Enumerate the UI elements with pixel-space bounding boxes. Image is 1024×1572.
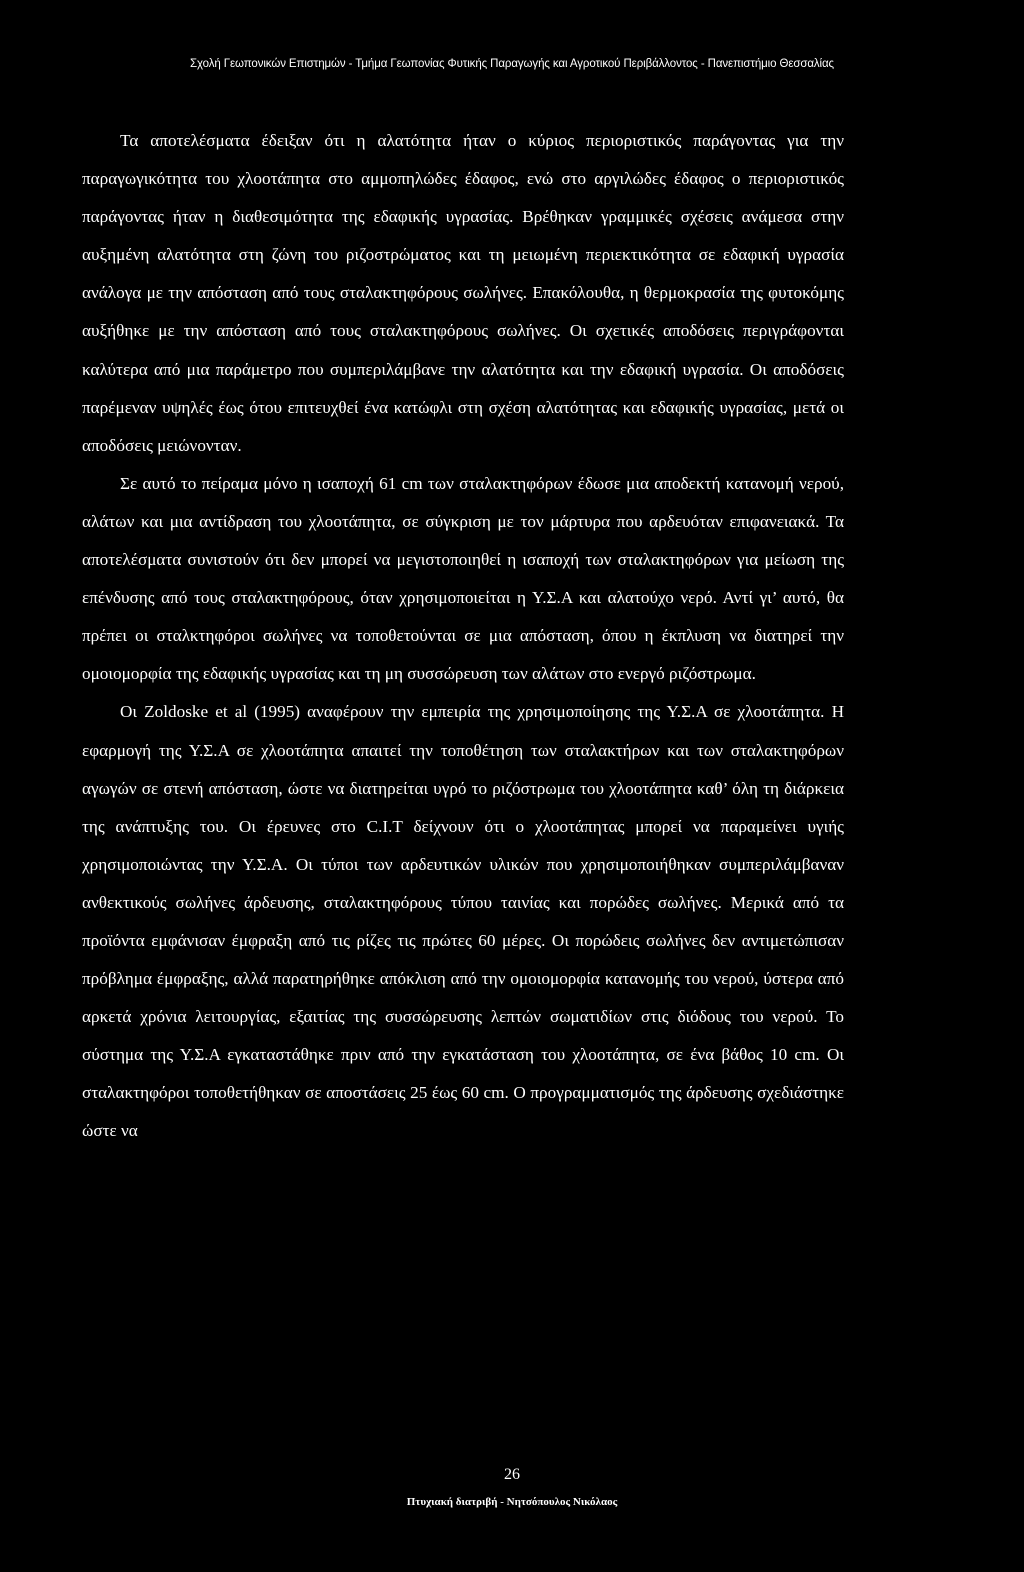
paragraph-salinity-results: Τα αποτελέσματα έδειξαν ότι η αλατότητα ήταν ο κύριος περιοριστικός παράγοντας για την παραγωγικότητα του χλοοτάπητα στο αμμοπηλώδες έδαφος, ενώ στο αργιλώδες έδαφος ο περιοριστικός παράγοντας ήταν η διαθεσιμότητα της εδαφικής υγρασίας. Βρέθηκαν γραμμικές σχέσεις ανάμεσα στην αυξημένη αλατότητα στη ζώνη του ριζοστρώματος και τη μειωμένη περιεκτικότητα σε εδαφική υγρασία ανάλογα με την απόσταση από τους σταλακτηφόρους σωλήνες. Επακόλουθα, η θερμοκρασία της φυτοκόμης αυξήθηκε με την απόσταση από τους σταλακτηφόρους σωλήνες. Οι σχετικές αποδόσεις περιγράφονται καλύτερα από μια παράμετρο που συμπεριλάμβανε την αλατότητα και την εδαφική υγρασία. Οι αποδόσεις παρέμεναν υψηλές έως ότου επιτευχθεί ένα κατώφλι στη σχέση αλατότητας και εδαφικής υγρασίας, μετά οι αποδόσεις μειώνονταν. [82,131,844,455]
page-number: 26 [504,1466,520,1483]
document-body [82,122,844,1151]
paragraph-zoldoske: Οι Zoldoske et al (1995) αναφέρουν την εμπειρία της χρησιμοποίησης της Υ.Σ.Α σε χλοοτάπητα. Η εφαρμογή της Υ.Σ.Α σε χλοοτάπητα απαιτεί την τοποθέτηση των σταλακτήρων και των σταλακτηφόρων αγωγών σε στενή απόσταση, ώστε να διατηρείται υγρό το ριζόστρωμα του χλοοτάπητα καθ’ όλη τη διάρκεια της ανάπτυξης του. Οι έρευνες στο C.I.T δείχνουν ότι ο χλοοτάπητας μπορεί να παραμείνει υγιής χρησιμοποιώντας την Υ.Σ.Α. Οι τύποι των αρδευτικών υλικών που χρησιμοποιήθηκαν συμπεριλάμβαναν ανθεκτικούς σωλήνες άρδευσης, σταλακτηφόρους τύπου ταινίας και πορώδες σωλήνες. Μερικά από τα προϊόντα εμφάνισαν έμφραξη από τις ρίζες τις πρώτες 60 μέρες. Οι πορώδεις σωλήνες δεν αντιμετώπισαν πρόβλημα έμφραξης, αλλά παρατηρήθηκε απόκλιση από την ομοιομορφία κατανομής του νερού, ύστερα από αρκετά χρόνια λειτουργίας, εξαιτίας της συσσώρευσης λεπτών σωματιδίων στις διόδους του νερού. Το σύστημα της Υ.Σ.Α εγκαταστάθηκε πριν από την εγκατάσταση του χλοοτάπητα, σε ένα βάθος 10 cm. Οι σταλακτηφόροι τοποθετήθηκαν σε αποστάσεις 25 έως 60 cm. Ο προγραμματισμός της άρδευσης σχεδιάστηκε ώστε να [82,702,844,1141]
page-header: Σχολή Γεωπονικών Επιστημών - Τμήμα Γεωπονίας Φυτικής Παραγωγής και Αγροτικού Περιβάλλοντος - Πανεπιστήμιο Θεσσαλίας [190,58,834,70]
paragraph-emitter-spacing: Σε αυτό το πείραμα μόνο η ισαποχή 61 cm των σταλακτηφόρων έδωσε μια αποδεκτή κατανομή νερού, αλάτων και μια αντίδραση του χλοοτάπητα, σε σύγκριση με τον μάρτυρα που αρδευόταν επιφανειακά. Τα αποτελέσματα συνιστούν ότι δεν μπορεί να μεγιστοποιηθεί η ισαποχή των σταλακτηφόρων για μείωση της επένδυσης από τους σταλακτηφόρους, όταν χρησιμοποιείται η Υ.Σ.Α και αλατούχο νερό. Αντί γι’ αυτό, θα πρέπει οι σταλκτηφόροι σωλήνες να τοποθετούνται σε μια απόσταση, όπου η έκπλυση να διατηρεί την ομοιομορφία της εδαφικής υγρασίας και τη μη συσσώρευση των αλάτων στο ενεργό ριζόστρωμα. [82,473,844,684]
page-footer: Πτυχιακή διατριβή - Νητσόπουλος Νικόλαος [406,1496,618,1508]
